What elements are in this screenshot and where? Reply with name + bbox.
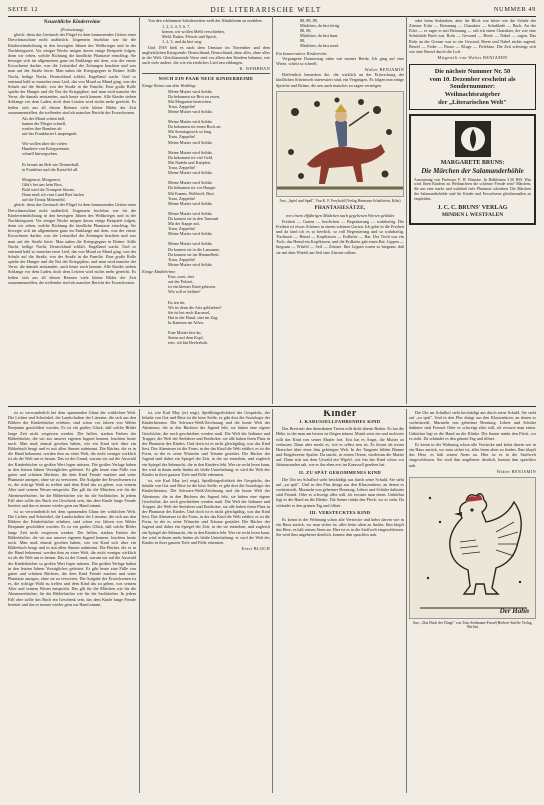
text: Vergangene Donnerstag ruhte mir meiner Herde, Ich ging auf eine Wiese, schritt so schnell. — [276, 55, 404, 66]
illustration-rider — [276, 91, 404, 197]
column-3 — [276, 18, 404, 404]
counting-rhyme: 1, 2, 3, 4, 5, 6, 7, komm, wir wollen Mehl verschieben, Mehl, Butter, Fleisch und Speck, 1, 2, 3, und du bist weg. — [162, 24, 225, 45]
story-text: Die Uhr im Schulhof sieht beschädigt aus durch seine Schuld. Sie steht auf „zu spät". Und in den Flur dringt aus den Klassentüren, an denen es vorbeistreift, Murmeln von geheimer Beratung. Lehrer und Schüler dahinter sind Freund. Oder es schweigt alles still, als erwarte man einen. Unhörbar legt es die Hand an die Klinke. Die Sonne tränkt den Fleck, wo es steht. Da schändet es den grünen Tag und öffnet. — [276, 476, 404, 508]
article-text-cont: gleich: denn das Geräusch der Flügel ist dem brummenden Getöse einer Dreschmaschine nicht unähnlich. Ungemein fruchtbar war für die Kinderreimdichtung in den bewegten Jahren des Weltkrieges und in der Nachkriegszeit. Vor einiger Woche mögen davon einige Beispiele folgen, denn wir sehen, welche Richtung die kindliche Phantasie einschlug. Sie bewegte sich im allgemeinen ganz im Einklange mit dem, was der ernste Erwachsene dachte, was die Leitartikel der Zeitungen brachten und was man auf der Straße hörte. Man nahm die Kriegsgegner in Reime: Stille Nacht, heilige Nacht, Deutschland schläft, Engelland wacht. Und so entstand bald so manches neue Lied, das von Mund zu Mund ging, von der Schule auf die Straße, von der Straße in die Familie. Eine große Rolle spielte der Hunger und die Not der Kriegsjahre, und man wird manche der Verse, die damals entstanden, auch heute noch kennen. Alle Kinder stehen Schlange vor dem Laden, doch dem Letzten wird nichts mehr gereicht. Es ließen sich aus all diesen Reimen viele kleine Bilder der Zeit zusammenstellen, die treffender sind als mancher Bericht der Erwachsenen. — [8, 202, 136, 285]
column-rule — [272, 16, 273, 404]
text: oder beim Sedizehen, aber ihr Blick war bitter wie die Schale der Zitrone. Ecke — Betonung — Charakter — Schublade — Bach. An der Ecke — er sagte es mit Betonung — sah ich einen Charakter, der wie eine Schublade Bach war. Rohr — Gewand — Beete — Nabel — sagen. Das Rohr an der Grenze war so ein Gewand, Beete und Nabel nichts sagend. Brezel — Feder — Pause — Kluge — Firlefanz. Die Zeit schwingt sich wie eine Brezel durch die Luft. — [409, 18, 536, 54]
newspaper-title: DIE LITERARISCHE WELT — [210, 5, 322, 14]
rooster-label: Der Hahn — [499, 606, 529, 615]
rhymes: Meine Mutter wird Soldat. Da bekommt sie Brot zu essen, Mit Margarine bestrichen. Trara, Zeppelin! Meine Mutter wird Soldat. Meine Mutter wird Soldat. Da bekommt sie einen Bock an, Mit Sonntagsrock so lang. Trara, Zeppelin! Meine Mutter wird Soldat. Meine Mutter wird Soldat. Da bekommt sie viel Geld, Mit Nadeln und Knöpfen. Trara, Zeppelin! Meine Mutter wird Soldat. Meine Mutter wird Soldat. Da bekommt sie vor Hunger Mit Kamm, Wollstoff, Brot. Trara, Zeppelin! Meine Mutter wird Soldat. Meine Mutter wird Soldat. Da kommt sie in den Tanzsaal Mit der Kappe auf, Trara, Zeppelin! Meine Mutter wird Soldat. Meine Mutter wird Soldat. Da kommt sie in die Lausanne, Da kommt sie ins Himmelbett, Trara, Zeppelin! Meine Mutter wird Soldat. — [168, 88, 222, 267]
page-number: SEITE 12 — [8, 6, 39, 13]
article-text: Und 1918 hieß es nach dem Umsturz im November und dem unglücklichen Kriegsende: Deutschland, Deutschland, ohne alles, ohne alles in der Welt. Gleichlautende Verse sind vor allem den Kindern bekannt, wie auch viele andere, die wie ein zierliches Lied neu erklangen. — [142, 44, 270, 65]
ad-line: Weihnachtsratgeber — [444, 91, 501, 99]
intro-text: Von den schlimmen Schulerzeiten weiß der Abzählreim zu erzählen: — [148, 18, 263, 23]
bottom-column-3 — [276, 410, 404, 793]
divider — [142, 73, 270, 74]
story-text: Es kennt in der Wohnung schon alle Verstecke und kehrt darein wie in ein Haus zurück, wo man sicher ist, alles beim alten zu finden. Ihm klopft das Herz, es hält seinen Atem an. Hier ist es in die Stoffwelt eingeschlossen. Sie wird ihm ungeheuer deutlich, kommt ihm sprachlos nah. — [276, 516, 404, 538]
section-subtitle-2: Einige Abzählreime: — [142, 268, 177, 274]
author-signature: Walter BENJAMIN — [364, 67, 404, 73]
ornament-icon — [453, 119, 493, 159]
essay-text: ist so verwunderlich bei dem spannenden Glanz der wirklichen Welt. Die Lichter und Schnörkel, die Landschaften der Literatur, die sich aus den Bildern der Kinderbücher erheben, sind schon vor Jahren von Walter Benjamin geschildert worden. Es ist ein großes Glück, daß solche Bilder lange Zeit nicht vergessen werden. Die hellen, starken Farben der Bilderbücher, die wir aus unserer eigenen Jugend kennen, leuchten heute noch. Man muß einmal gesehen haben, wie ein Kind sich über ein Bilderbuch beugt und es mit allen Sinnen aufnimmt. Die Bücher, die es in die Hand bekommt, werden ihm zu einer Welt, die nicht weniger wirklich ist als die Welt um es herum. Das ist der Grund, warum wir auf die Auswahl der Kinderbücher so großen Wert legen müssen. Die großen Verlage haben in den letzten Jahren Vorzügliches geleistet. Es gibt heute eine Fülle von guten und schönen Büchern, die dem Kind Freude machen und seine Phantasie anregen, ohne sie zu verwirren. Die Aufgabe der Erwachsenen ist es, die richtige Wahl zu treffen und dem Kind das zu geben, was seinem Alter und seinem Wesen entspricht. Das gilt für die Märchen wie für die Abenteuerbücher, für die Bilderbücher wie für die Sachbücher. In jedem Fall aber sollte das Buch ein Geschenk sein, das dem Kinde lange Freude bereitet und das es immer wieder gern zur Hand nimmt. — [8, 410, 136, 508]
author-name: MARGARETE BRUNS: — [440, 160, 505, 167]
essay-text: ist, wie Karl May (er) reigt). Spießbürgerlichkeit des Gesprächs, der Inhalte von Gut und Böse ist die böse Stelle, es gibt dort die Soziologie der Kinderliteratur. Die Schwarz-Weiß-Zeichnung und die bunte Welt der Abenteuer, die in den Büchern der Jugend lebt, sie haben eine eigene Geschichte, die noch geschrieben werden muß. Die Welt der Indianer und Trapper, die Welt der Seefahrer und Entdecker, sie alle haben ihren Platz in der Phantasie des Kindes. Und doch ist es nicht gleichgültig, was das Kind liest. Das Abenteuer ist die Form, in der das Kind die Welt erfährt; es ist die Form, in der es seine Wünsche und Träume gestaltet. Die Bücher der Jugend sind daher ein Spiegel der Zeit, in der sie entstehen, und zugleich ein Spiegel der Sehnsucht, die in den Kindern lebt. Wer sie recht lesen kann, der wird in ihnen mehr finden als bloße Unterhaltung: er wird die Welt des Kindes in ihrer ganzen Tiefe und Fülle erkennen. — [142, 410, 270, 477]
newspaper-page — [8, 5, 536, 795]
publisher-city: MINDEN i. WESTFALEN — [441, 212, 504, 219]
section-divider — [8, 406, 536, 407]
rhyme: 88, 88, 88, Mädchen, du bist fertig. 88, 88, Mädchen, du bist bunt. 88, Mädchen, du bist rund. — [300, 18, 341, 49]
column-rule — [272, 409, 273, 793]
publisher: J. C. C. BRUNS' VERLAG — [437, 204, 508, 211]
ad-line: vom 10. Dezember erscheint als — [429, 75, 516, 83]
story-text-cont: Es kennt in der Wohnung schon alle Verstecke und kehrt darein wie in ein Haus zurück, wo man sicher ist, alles beim alten zu finden. Ihm klopft das Herz, es hält seinen Atem an. Hier ist es in die Stoffwelt eingeschlossen. Sie wird ihm ungeheuer deutlich, kommt ihm sprachlos nah. — [409, 441, 536, 468]
text-2: Hoffentlich bemerken die, die wirklich an der Erforschung der kindlichen Scheinwelt interessiert sind, ein Vergnügen. Es folgen nun einige Sprüche und Reime, die uns auch manches zu sagen vermögen. — [276, 72, 404, 88]
story-title: II. ZU SPÄT GEKOMMENES KIND — [299, 469, 381, 475]
ad-text: Ausstattung von Professor F. H. Ehmcke. In Halbleinen 3.50 RM. Was wird Ihren Kindern zu Weihnachten die schönste Freude sein? Märchen, die uns eine starke und wahrhaft tiefe Phantasie schenken. Die Märchen der Salamanderhöhle sind für Kinder und Erwachsene gleichermaßen zu empfehlen. — [414, 177, 531, 201]
author-signature: Walter BENJAMIN — [496, 468, 536, 474]
article-title: Neuzeitliche Kinderreime — [43, 19, 101, 25]
issue-number: NUMMER 49 — [493, 6, 536, 13]
column-1 — [8, 18, 136, 404]
column-rule — [139, 409, 140, 793]
bottom-column-4 — [409, 410, 536, 793]
column-rule — [139, 16, 140, 404]
bottom-column-1 — [8, 410, 136, 793]
essay-text-cont: ist, wie Karl May (er) reigt). Spießbürgerlichkeit des Gesprächs, der Inhalte von Gut und Böse ist die böse Stelle, es gibt dort die Soziologie der Kinderliteratur. Die Schwarz-Weiß-Zeichnung und die bunte Welt der Abenteuer, die in den Büchern der Jugend lebt, sie haben eine eigene Geschichte, die noch geschrieben werden muß. Die Welt der Indianer und Trapper, die Welt der Seefahrer und Entdecker, sie alle haben ihren Platz in der Phantasie des Kindes. Und doch ist es nicht gleichgültig, was das Kind liest. Das Abenteuer ist die Form, in der das Kind die Welt erfährt; es ist die Form, in der es seine Wünsche und Träume gestaltet. Die Bücher der Jugend sind daher ein Spiegel der Zeit, in der sie entstehen, und zugleich ein Spiegel der Sehnsucht, die in den Kindern lebt. Wer sie recht lesen kann, der wird in ihnen mehr finden als bloße Unterhaltung: er wird die Welt des Kindes in ihrer ganzen Tiefe und Fülle erkennen. — [142, 478, 270, 545]
story-text-cont: Die Uhr im Schulhof sieht beschädigt aus durch seine Schuld. Sie steht auf „zu spät". Und in den Flur dringt aus den Klassentüren, an denen es vorbeistreift, Murmeln von geheimer Beratung. Lehrer und Schüler dahinter sind Freund. Oder es schweigt alles still, als erwarte man einen. Unhörbar legt es die Hand an die Klinke. Die Sonne tränkt den Fleck, wo es steht. Da schändet es den grünen Tag und öffnet. — [409, 410, 536, 441]
poem: Als der Mond schien hell, kamen die Flieger schnell, warfen ihre Bomben ab auf das Frankfurter Lampengrab. Wir wollen über die vielen Hunderte von Kriegsreimen schnell hinwegsehen. Es brauet im Bett wie Donnerhall, in Frankfurt und die Kartoffel all. Morgenrot, Morgenrot, Gibt's bei uns kein Brot, Bald wird die Trompete blasen, Dann muß ich vom Land Brot laufen auf die Tirnitz Mittenfeld. — [22, 115, 84, 203]
rider-drawing-icon — [277, 92, 404, 196]
phantasy-text: Freiheit — Garten — herrlichen — Begeisterung — wahrhaftig. Die Freiheit ist etwas Schönes in einem schönen Garten. Ich gehe in die Freiheit und da fand ich es so herrlich, so voll Begeisterung und so wahrhaftig. Tischtuch — Hemd — Kopfkissen — Erdkröte — Rat. Der Tisch war ein Tuch, das Hemd ein Kopfkissen, und die Erdkröte gab einen Rat. Lippen — biegsam — Würfel — Seil — Zitrone. Ihre Lippen waren so biegsam, daß sie mit dem Würfel am Seil eine Zitrone rollten. — [276, 218, 404, 255]
article-text: gleich: denn das Geräusch der Flügel ist dem brummenden Getöse einer Dreschmaschine nicht unähnlich. Ungemein fruchtbar war für die Kinderreimdichtung in den bewegten Jahren des Weltkrieges und in der Nachkriegszeit. Vor einiger Woche mögen davon einige Beispiele folgen, denn wir sehen, welche Richtung die kindliche Phantasie einschlug. Sie bewegte sich im allgemeinen ganz im Einklange mit dem, was der ernste Erwachsene dachte, was die Leitartikel der Zeitungen brachten und was man auf der Straße hörte. Man nahm die Kriegsgegner in Reime: Stille Nacht, heilige Nacht, Deutschland schläft, Engelland wacht. Und so entstand bald so manches neue Lied, das von Mund zu Mund ging, von der Schule auf die Straße, von der Straße in die Familie. Eine große Rolle spielte der Hunger und die Not der Kriegsjahre, und man wird manche der Verse, die damals entstanden, auch heute noch kennen. Alle Kinder stehen Schlange vor dem Laden, doch dem Letzten wird nichts mehr gereicht. Es ließen sich aus all diesen Reimen viele kleine Bilder der Zeit zusammenstellen, die treffender sind als mancher Bericht der Erwachsenen. — [8, 32, 136, 115]
section-title: PHANTASIESÄTZE, — [314, 206, 366, 212]
essay-text-cont: ist so verwunderlich bei dem spannenden Glanz der wirklichen Welt. Die Lichter und Schnörkel, die Landschaften der Literatur, die sich aus den Bildern der Kinderbücher erheben, sind schon vor Jahren von Walter Benjamin geschildert worden. Es ist ein großes Glück, daß solche Bilder lange Zeit nicht vergessen werden. Die hellen, starken Farben der Bilderbücher, die wir aus unserer eigenen Jugend kennen, leuchten heute noch. Man muß einmal gesehen haben, wie ein Kind sich über ein Bilderbuch beugt und es mit allen Sinnen aufnimmt. Die Bücher, die es in die Hand bekommt, werden ihm zu einer Welt, die nicht weniger wirklich ist als die Welt um es herum. Das ist der Grund, warum wir auf die Auswahl der Kinderbücher so großen Wert legen müssen. Die großen Verlage haben in den letzten Jahren Vorzügliches geleistet. Es gibt heute eine Fülle von guten und schönen Büchern, die dem Kind Freude machen und seine Phantasie anregen, ohne sie zu verwirren. Die Aufgabe der Erwachsenen ist es, die richtige Wahl zu treffen und dem Kind das zu geben, was seinem Alter und seinem Wesen entspricht. Das gilt für die Märchen wie für die Abenteuerbücher, für die Bilderbücher wie für die Sachbücher. In jedem Fall aber sollte das Buch ein Geschenk sein, das dem Kinde lange Freude bereitet und das es immer wieder gern zur Hand nimmt. — [8, 508, 136, 607]
story-title: I. KARUSSELLFAHRENDES KIND — [299, 419, 381, 425]
section-subtitle: Einige Reime aus dem Wedding: — [142, 83, 197, 89]
column-rule — [406, 16, 407, 404]
counting-rhymes: Eins, zwei, drei auf der Polizei, ist ein kleines Kind geboren. Wie soll es heißen? En ten tin, Wo ist denn die Arie geblieben? Sie ist bei euch Karussel, Hat in der Hand, sitzt im Zug, In Kaneum im Affen. Eine Mutter bist du, Steine auf dem Kopf, rein, ich bin Beelzebub. — [168, 274, 222, 346]
ad-next-issue — [409, 64, 536, 110]
story-text: Das Brett mit den dienstbaren Tieren rollt dicht überm Boden. Es hat die Höhe, in der man am besten zu fliegen träumt. Musik setzt ein und ruckweis rollt das Kind von seiner Mutter fort. Erst hat es Angst, die Mutter zu verlassen. Dann aber merkt es, wie es selbst treu ist. Es thront als treuer Herrscher über einer ihm gehörigen Welt. In der Tangente bilden Bäume und Eingeborene Spalier. Da taucht, in einem Orient, wiederum die Mutter auf. Dann tritt aus dem Urwald ein Wipfel, wie ihn das Kind schon vor Jahrtausenden sah, wie es ihn eben erst im Karussell gesehen hat. — [276, 426, 404, 468]
ad-line: Die nächste Nummer Nr. 50 — [434, 68, 511, 76]
subtitle: Ein konservativer Kinderreim: — [276, 50, 328, 56]
ad-bruns — [409, 114, 536, 225]
book-title: Die Märchen der Salamanderhöhle — [421, 166, 524, 175]
author-signature: Mitgeteilt von Walter BENJAMIN — [437, 55, 508, 61]
bottom-column-2 — [142, 410, 270, 793]
author-signature: Ernst BLOCH — [241, 546, 270, 552]
illustration-caption: Aus: „Spiel und Spaß". Von K. F. Freyhold (Verlag Hermann Schaffstein, Köln) — [279, 198, 401, 203]
column-4 — [409, 18, 536, 404]
story-title: III. VERSTECKTES KIND — [309, 509, 371, 515]
illustration-caption: Aus: „Das Buch der Dinge" von Tom Seidmann-Freud (Herbert Stuffer Verlag, Berlin) — [412, 620, 533, 630]
column-rule — [406, 409, 407, 793]
rooster-drawing-icon — [410, 478, 536, 618]
column-2 — [142, 18, 270, 404]
section-title: NOCH EIN PAAR NEUE KINDERREIME — [158, 76, 254, 82]
author-signature: K. WEHRHAN — [239, 66, 270, 72]
section-subtitle: von einem elfjährigen Mädchen nach gegebenen Worten gebildet — [285, 213, 395, 219]
illustration-rooster — [409, 477, 536, 619]
ad-line: der „Literarischen Welt" — [438, 98, 507, 106]
article-subtitle: (Fortsetzung) — [60, 27, 84, 33]
ad-line: Sondernummer: — [449, 83, 496, 91]
section-heading: Kinder — [323, 410, 357, 419]
